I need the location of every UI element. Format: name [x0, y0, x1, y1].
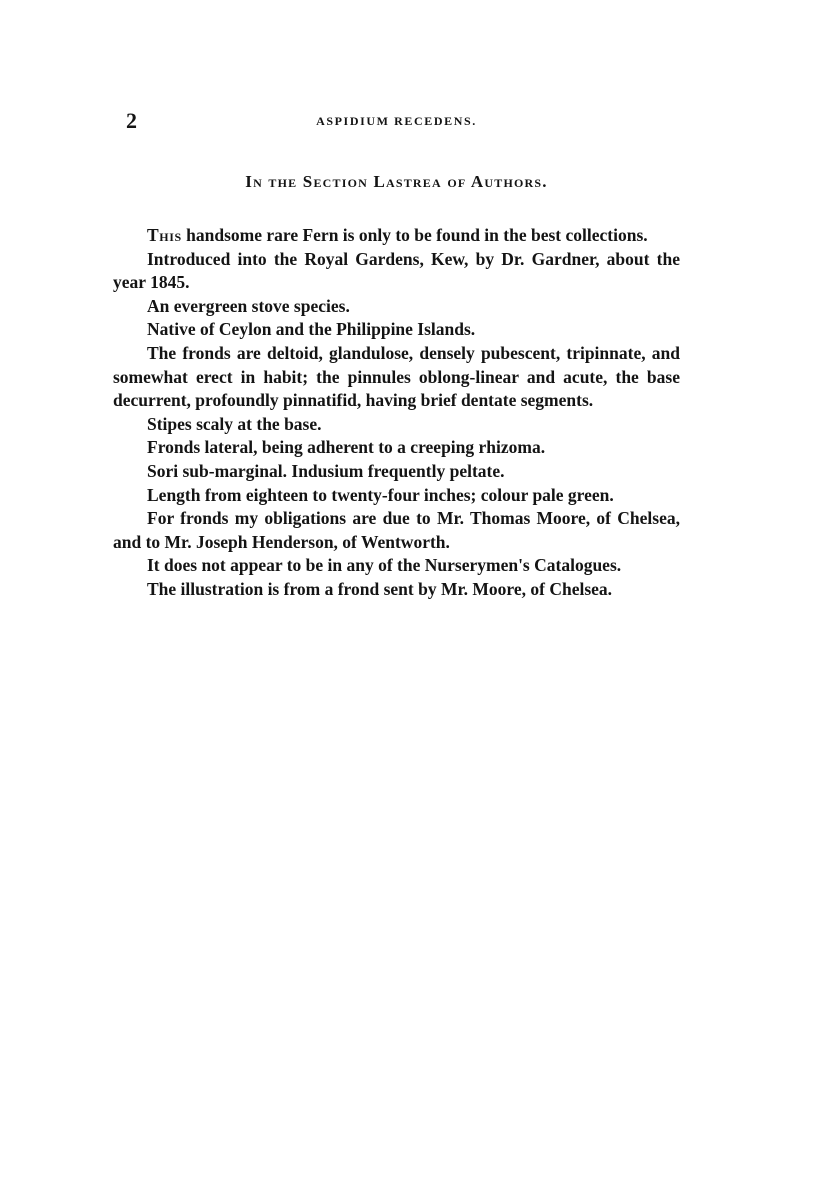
paragraph-evergreen: An evergreen stove species. — [147, 295, 350, 316]
page-number: 2 — [126, 108, 137, 133]
paragraph-length: Length from eighteen to twenty-four inches; colour pale green. — [147, 484, 614, 505]
section-heading: In the Section Lastrea of Authors. — [245, 172, 548, 191]
paragraph-text: handsome rare Fern is only to be found in the best collections. — [181, 225, 648, 245]
running-title: ASPIDIUM RECEDENS. — [316, 114, 477, 128]
paragraph-obligations: For fronds my obligations are due to Mr. Thomas Moore, of Chelsea, and to Mr. Joseph Henderson, of Wentworth. — [113, 508, 680, 552]
paragraph-fronds-description: The fronds are deltoid, glandulose, densely pubescent, tripinnate, and somewhat erect in habit; the pinnules oblong-linear and acute, the base decurrent, profoundly pinnatifid, having brief dentate segments. — [113, 342, 680, 411]
paragraph-stipes: Stipes scaly at the base. — [147, 413, 322, 434]
paragraph-sori: Sori sub-marginal. Indusium frequently peltate. — [147, 460, 505, 481]
paragraph-introduced: Introduced into the Royal Gardens, Kew, by Dr. Gardner, about the year 1845. — [113, 248, 680, 293]
body-text — [113, 224, 680, 602]
paragraph-catalogues: It does not appear to be in any of the Nurserymen's Catalogues. — [147, 555, 622, 576]
running-head — [113, 108, 680, 134]
paragraph-introduction — [113, 224, 680, 248]
paragraph-fronds-lateral: Fronds lateral, being adherent to a creeping rhizoma. — [147, 437, 546, 458]
lead-word: This — [147, 225, 182, 245]
paragraph-native: Native of Ceylon and the Philippine Islands. — [147, 319, 476, 340]
book-page — [113, 0, 680, 1191]
paragraph-illustration: The illustration is from a frond sent by Mr. Moore, of Chelsea. — [147, 578, 613, 599]
